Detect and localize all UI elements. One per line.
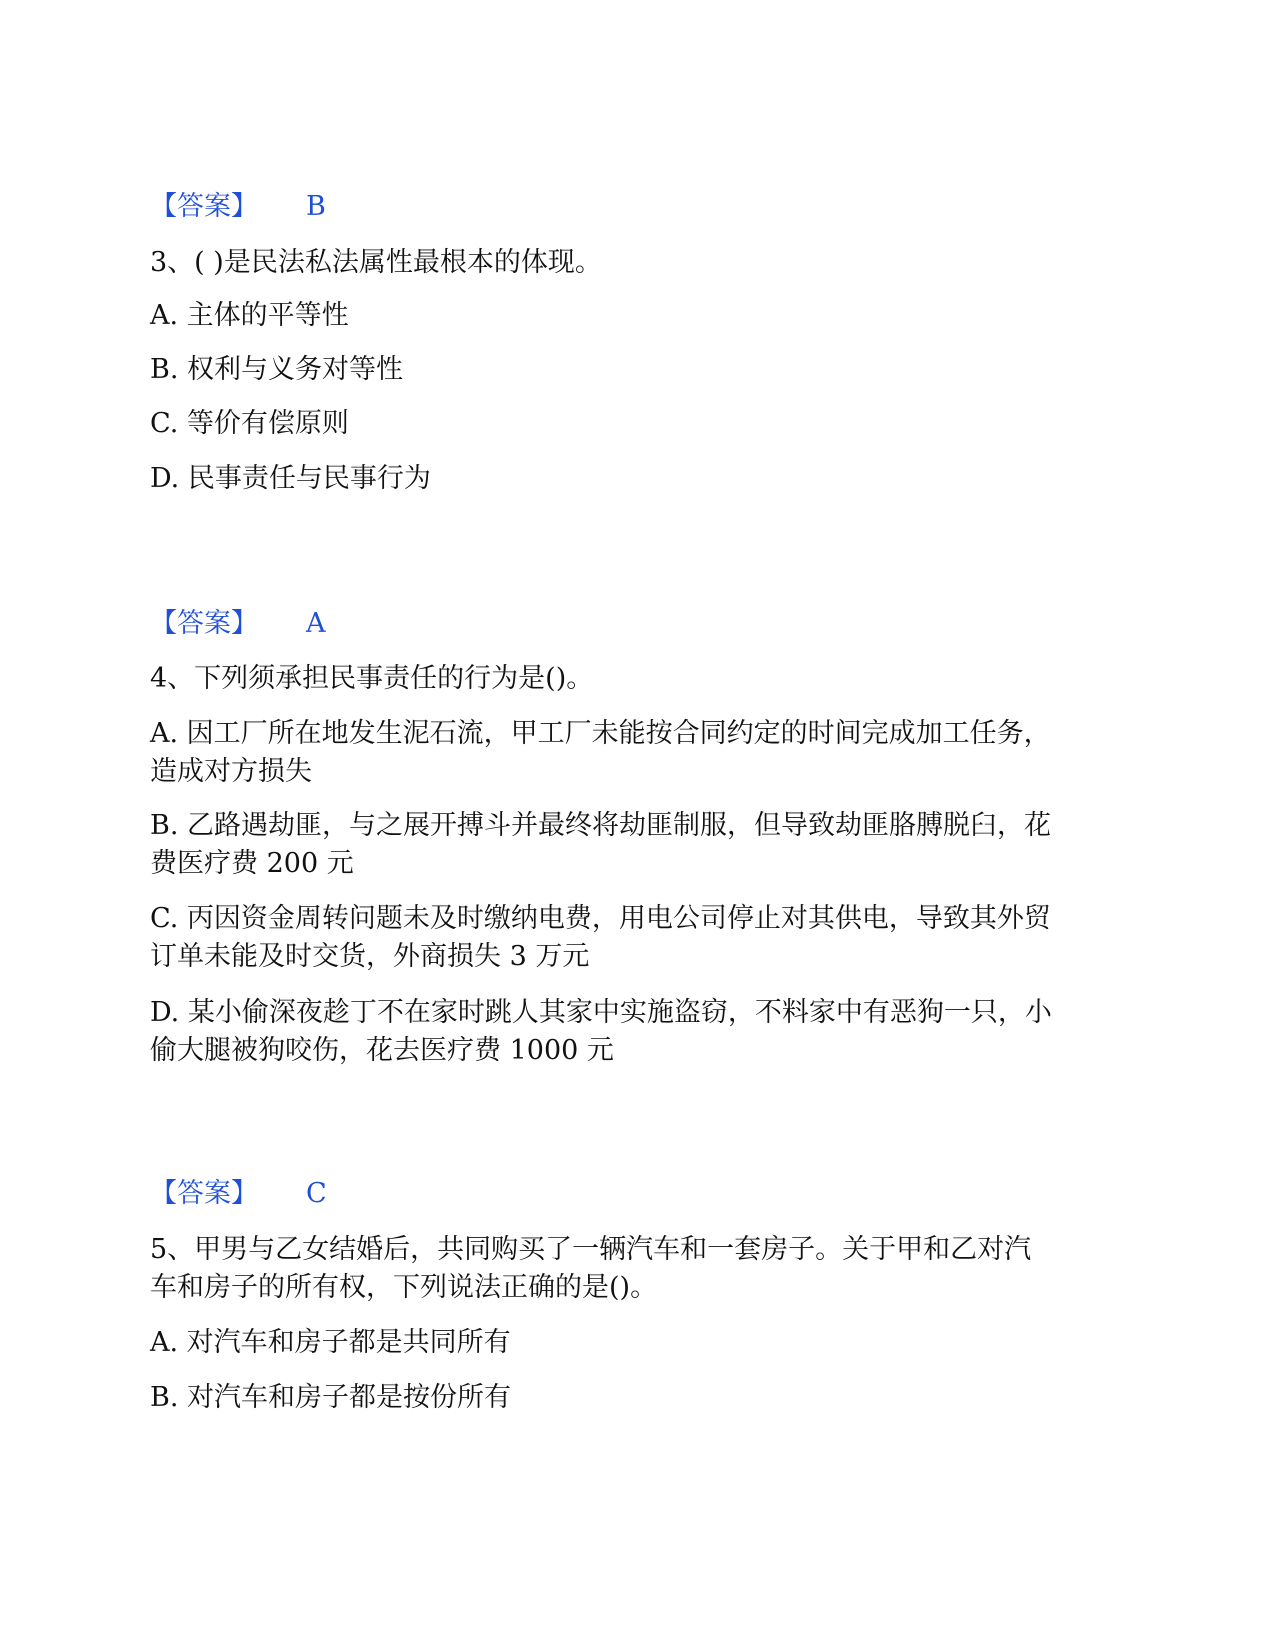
option-a: A. 因工厂所在地发生泥石流，甲工厂未能按合同约定的时间完成加工任务，: [150, 718, 1051, 749]
answer-label: 【答案】: [150, 191, 258, 222]
answer-label: 【答案】: [150, 608, 258, 639]
question-stem: 3、( )是民法私法属性最根本的体现。: [150, 247, 602, 278]
answer-label: 【答案】: [150, 1178, 258, 1209]
option-b: B. 权利与义务对等性: [150, 354, 404, 385]
answer-line: [150, 187, 1110, 227]
answer-value: C: [306, 1178, 327, 1209]
option-a: A. 主体的平等性: [150, 300, 349, 331]
option-b-continued: 费医疗费 200 元: [150, 848, 354, 879]
option-c-continued: 订单未能及时交货，外商损失 3 万元: [150, 941, 590, 972]
option-a-continued: 造成对方损失: [150, 756, 312, 787]
question-stem-continued: 车和房子的所有权，下列说法正确的是()。: [150, 1272, 658, 1303]
answer-value: B: [306, 191, 326, 222]
question-stem: 5、甲男与乙女结婚后，共同购买了一辆汽车和一套房子。关于甲和乙对汽: [150, 1234, 1032, 1265]
option-b: B. 乙路遇劫匪，与之展开搏斗并最终将劫匪制服，但导致劫匪胳膊脱臼，花: [150, 810, 1052, 841]
question-stem: 4、下列须承担民事责任的行为是()。: [150, 663, 594, 694]
option-d: D. 民事责任与民事行为: [150, 463, 431, 494]
option-d-continued: 偷大腿被狗咬伤，花去医疗费 1000 元: [150, 1035, 614, 1066]
option-b: B. 对汽车和房子都是按份所有: [150, 1382, 512, 1413]
option-c: C. 丙因资金周转问题未及时缴纳电费，用电公司停止对其供电，导致其外贸: [150, 903, 1051, 934]
answer-value: A: [306, 608, 326, 639]
option-d: D. 某小偷深夜趁丁不在家时跳人其家中实施盗窃，不料家中有恶狗一只，小: [150, 997, 1052, 1028]
option-a: A. 对汽车和房子都是共同所有: [150, 1327, 511, 1358]
answer-line: [150, 1174, 1110, 1214]
option-c: C. 等价有偿原则: [150, 408, 349, 439]
answer-line: [150, 604, 1110, 644]
